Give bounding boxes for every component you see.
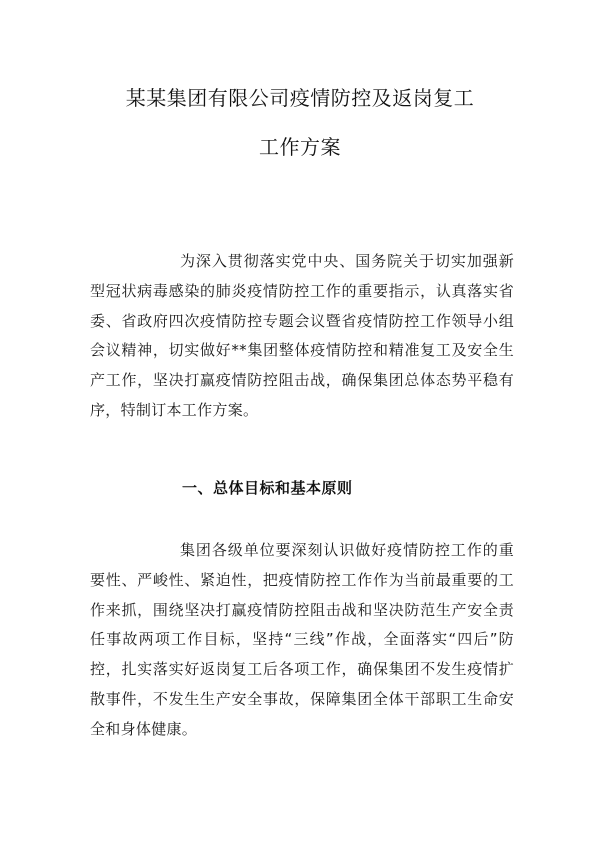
- document-title-line-2: 工作方案: [259, 135, 341, 159]
- intro-paragraph: 为深入贯彻落实党中央、国务院关于切实加强新型冠状病毒感染的肺炎疫情防控工作的重要指示，认真落实省委、省政府四次疫情防控专题会议暨省疫情防控工作领导小组会议精神，切实做好**集团整体疫情防控和精准复工及安全生产工作，坚决打赢疫情防控阻击战，确保集团总体态势平稳有序，特制订本工作方案。: [90, 252, 514, 419]
- document-title-line-1: 某某集团有限公司疫情防控及返岗复工: [125, 86, 475, 110]
- section-1-heading: 一、总体目标和基本原则: [182, 479, 353, 497]
- section-1-paragraph: 集团各级单位要深刻认识做好疫情防控工作的重要性、严峻性、紧迫性，把疫情防控工作作为当前最重要的工作来抓，围绕坚决打赢疫情防控阻击战和坚决防范生产安全责任事故两项工作目标，坚持“三线”作战，全面落实“四后”防控，扎实落实好返岗复工后各项工作，确保集团不发生疫情扩散事件，不发生生产安全事故，保障集团全体干部职工生命安全和身体健康。: [90, 541, 514, 738]
